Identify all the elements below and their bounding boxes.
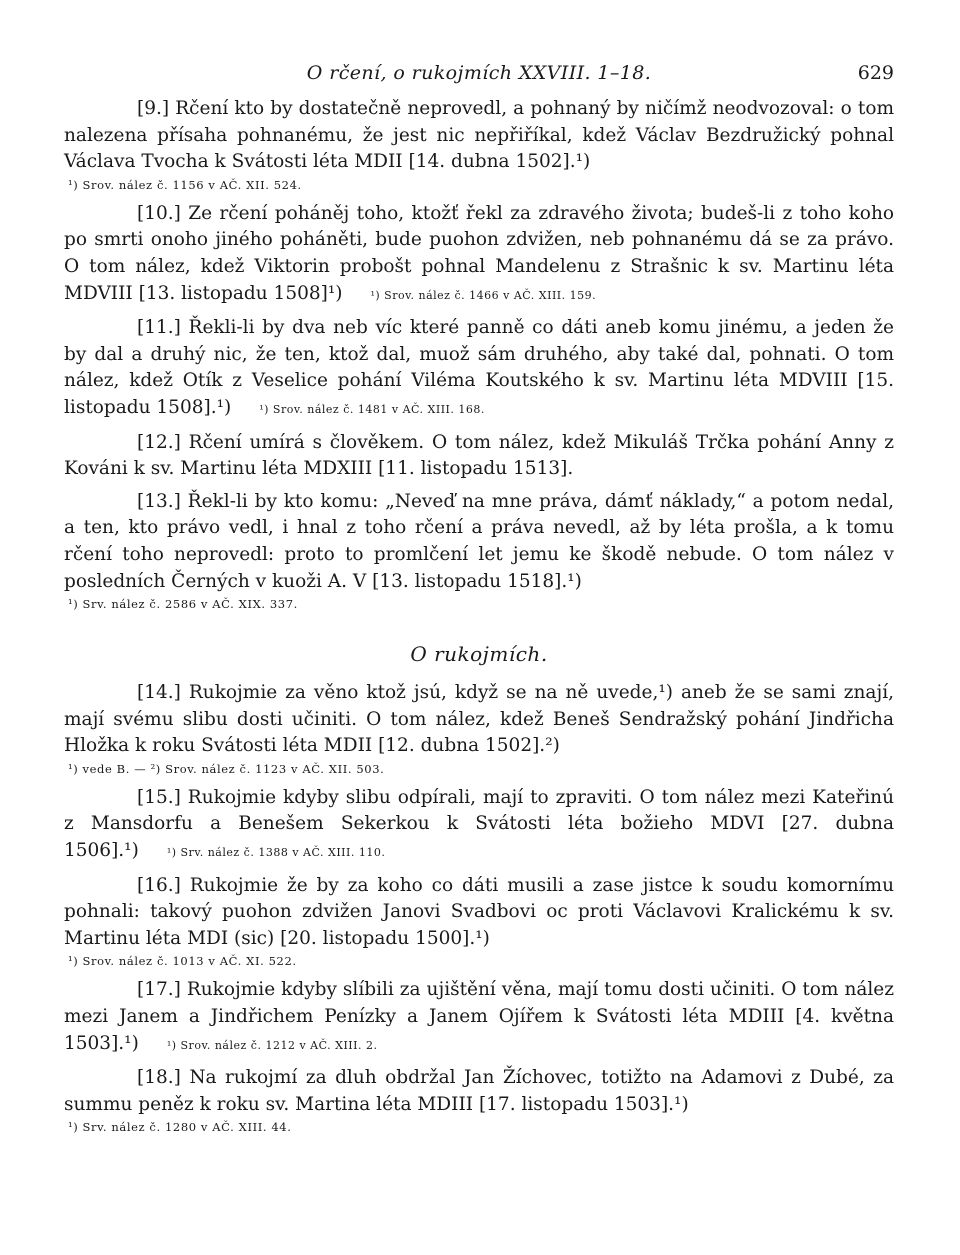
section-rceni xyxy=(64,96,894,612)
paragraph-12 xyxy=(64,430,894,483)
running-title: O rčení, o rukojmích XXVIII. 1–18. xyxy=(306,62,652,84)
paragraph-18 xyxy=(64,1065,894,1118)
paragraph-text: [10.] Ze rčení poháněj toho, ktožť řekl za zdravého života; budeš-li z toho koho po smrti onoho jiného poháněti, bude puohon zdvižen, neb pohnanému dá se za právo. O tom nález, kdež Viktorin probošt pohnal Mandelenu z Strašnic k sv. Martinu léta MDVIII [13. listopadu 1508]¹) xyxy=(64,202,894,304)
section-title: O rukojmích. xyxy=(410,642,548,667)
inline-footnote: ¹) Srov. nález č. 1212 v AČ. XIII. 2. xyxy=(166,1038,378,1052)
inline-footnote: ¹) Srv. nález č. 1388 v AČ. XIII. 110. xyxy=(166,846,386,860)
paragraph-text: [17.] Rukojmie kdyby slíbili za ujištění věna, mají tomu dosti učiniti. O tom nález mezi Janem a Jindřichem Penízky a Janem Ojířem k Svátosti léta MDIII [4. května 1503].¹) xyxy=(64,979,894,1054)
footnote: ¹) Srv. nález č. 1280 v AČ. XIII. 44. xyxy=(68,1120,292,1135)
paragraph-9 xyxy=(64,96,894,176)
paragraph-10 xyxy=(64,201,894,309)
section-rukojmi xyxy=(64,680,894,1135)
paragraph-text: [9.] Rčení kto by dostatečně neprovedl, a pohnaný by ničímž neodvozoval: o tom nalezena přísaha pohnanému, že jest nic nepřiříkal, kdež Václav Bezdružický pohnal Václava Tvocha k Svátosti léta MDII [14. dubna 1502].¹) xyxy=(64,98,894,173)
paragraph-text: [15.] Rukojmie kdyby slibu odpírali, mají to zpraviti. O tom nález mezi Kateřinú z Mansdorfu a Benešem Sekerkou k Svátosti léta božieho MDVI [27. dubna 1506].¹) xyxy=(64,786,894,862)
paragraph-text: [16.] Rukojmie že by za koho co dáti musili a zase jistce k soudu komornímu pohnali: takový puohon zdvižen Janovi Svadbovi oc proti Václavovi Kralickému k sv. Martinu léta MDI (sic) [20. listopadu 1500].¹) xyxy=(64,874,894,949)
paragraph-text: [12.] Rčení umírá s člověkem. O tom nález, kdež Mikuláš Trčka pohání Anny z Kováni k sv. Martinu léta MDXIII [11. listopadu 1513]. xyxy=(64,431,894,480)
paragraph-15 xyxy=(64,785,894,867)
paragraph-text: [13.] Řekl-li by kto komu: „Neveď na mne práva, dámť náklady,“ a potom nedal, a ten, kto právo vedl, i hnal z toho rčení a práva nevedl, až by léta prošla, a k tomu rčení toho neprovedl: proto to promlčení let jemu ke škodě nebude. O tom nález v posledních Černých v kuoži A. V [13. listopadu 1518].¹) xyxy=(64,490,894,592)
paragraph-17 xyxy=(64,977,894,1059)
paragraph-11 xyxy=(64,315,894,423)
paragraph-text: [18.] Na rukojmí za dluh obdržal Jan Žíchovec, totižto na Adamovi z Dubé, za summu peněz k roku sv. Martina léta MDIII [17. listopadu 1503].¹) xyxy=(64,1067,894,1115)
page xyxy=(64,62,894,1143)
footnote: ¹) vede B. — ²) Srov. nález č. 1123 v AČ. XII. 503. xyxy=(68,761,385,776)
footnote: ¹) Srv. nález č. 2586 v AČ. XIX. 337. xyxy=(68,597,298,612)
paragraph-16 xyxy=(64,873,894,953)
page-header xyxy=(64,62,894,96)
paragraph-text: [11.] Řekli-li by dva neb víc které panně co dáti aneb komu jinému, a jeden že by dal a druhý nic, že ten, ktož dal, muož sám druhého, aby také dal, pohnati. O tom nález, kdež Otík z Veselice pohání Viléma Koutského k sv. Martinu léta MDVIII [15. listopadu 1508].¹) xyxy=(64,317,894,418)
footnote: ¹) Srov. nález č. 1013 v AČ. XI. 522. xyxy=(68,954,297,969)
inline-footnote: ¹) Srov. nález č. 1466 v AČ. XIII. 159. xyxy=(370,288,597,302)
paragraph-text: [14.] Rukojmie za věno ktož jsú, když se na ně uvede,¹) aneb že se sami znají, mají svému slibu dosti učiniti. O tom nález, kdež Beneš Sendražský pohání Jindřicha Hložka k roku Svátosti léta MDII [12. dubna 1502].²) xyxy=(64,682,894,757)
paragraph-13 xyxy=(64,489,894,595)
page-number: 629 xyxy=(857,62,894,84)
paragraph-14 xyxy=(64,680,894,760)
footnote: ¹) Srov. nález č. 1156 v AČ. XII. 524. xyxy=(68,177,302,192)
inline-footnote: ¹) Srov. nález č. 1481 v AČ. XIII. 168. xyxy=(259,402,485,416)
